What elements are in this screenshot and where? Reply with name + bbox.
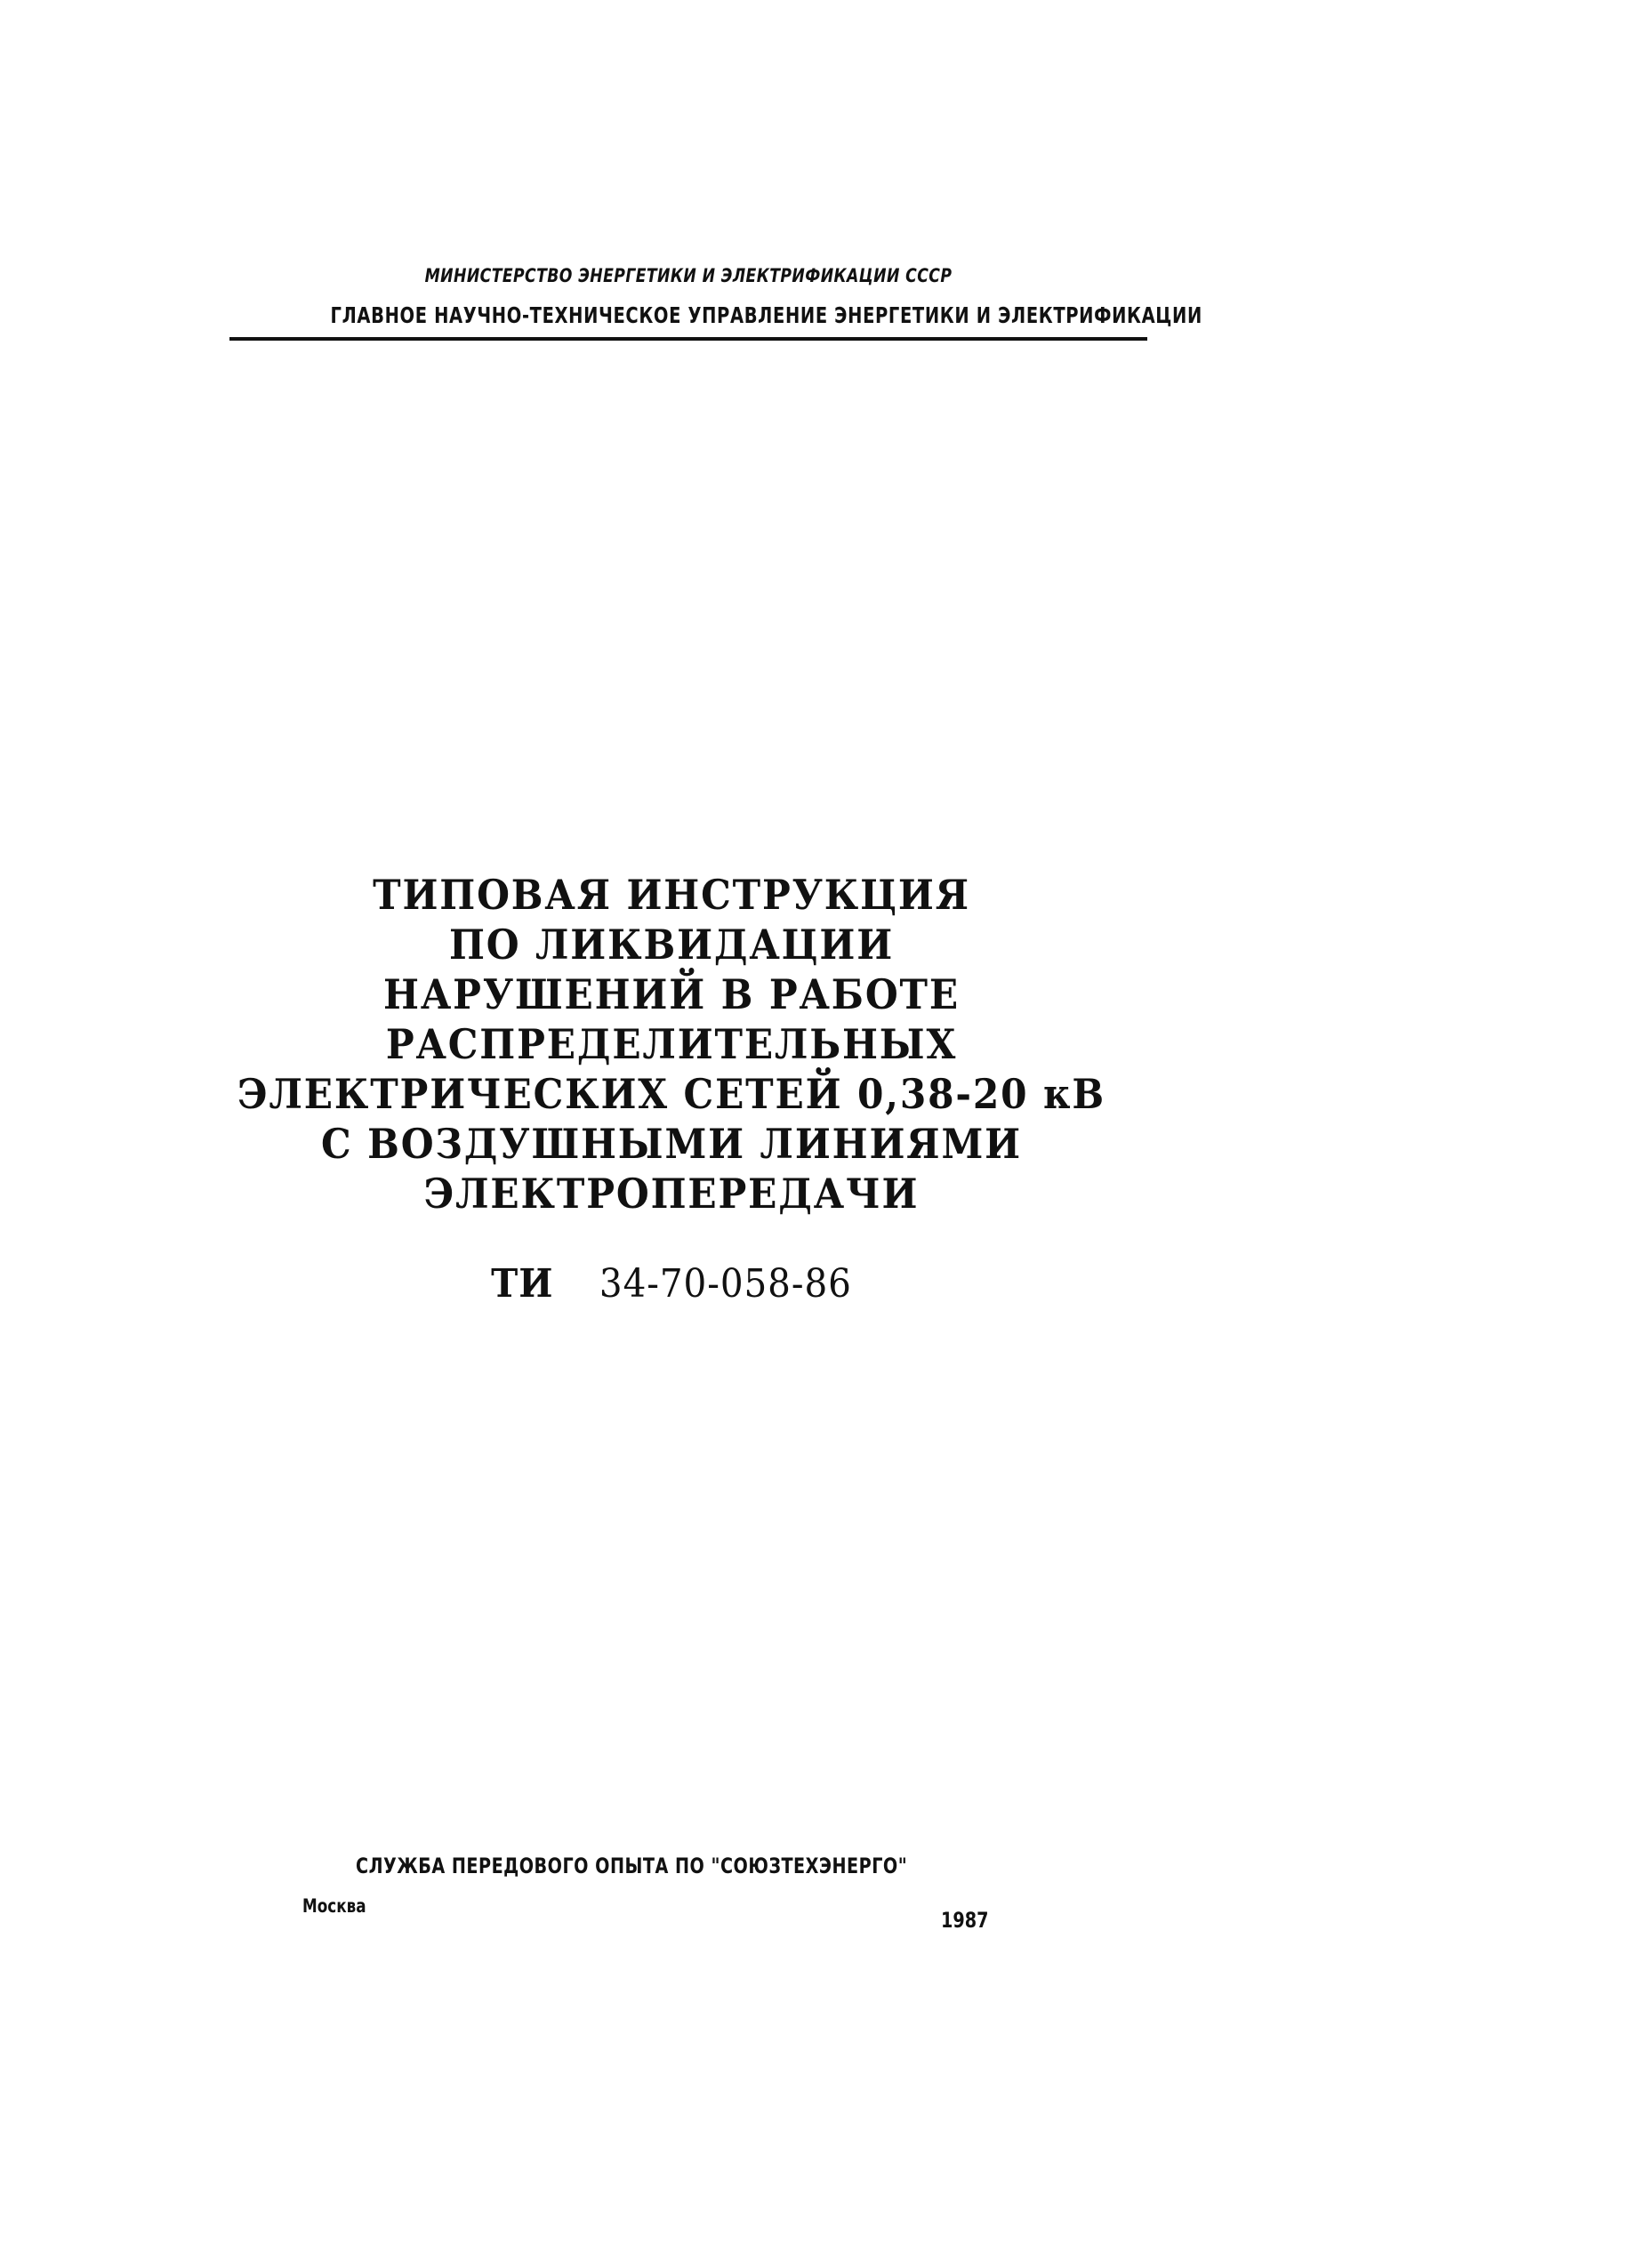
title-line: ЭЛЕКТРОПЕРЕДАЧИ: [423, 1170, 920, 1218]
document-code: [201, 1261, 1142, 1307]
document-title: [160, 870, 1183, 1307]
publisher-service: СЛУЖБА ПЕРЕДОВОГО ОПЫТА ПО "СОЮЗТЕХЭНЕРГО": [356, 1854, 908, 1878]
publication-year: 1987: [941, 1908, 989, 1933]
title-line: ТИПОВАЯ ИНСТРУКЦИЯ: [373, 871, 970, 919]
title-line: РАСПРЕДЕЛИТЕЛЬНЫХ: [385, 1020, 958, 1068]
title-line: НАРУШЕНИЙ В РАБОТЕ: [383, 970, 960, 1018]
document-code-prefix: ТИ: [491, 1261, 554, 1307]
title-line: С ВОЗДУШНЫМИ ЛИНИЯМИ: [321, 1120, 1022, 1168]
directorate-name: ГЛАВНОЕ НАУЧНО-ТЕХНИЧЕСКОЕ УПРАВЛЕНИЕ ЭНЕРГЕТИКИ И ЭЛЕКТРИФИКАЦИИ: [330, 302, 1202, 328]
header-divider: [229, 337, 1147, 341]
title-line: ПО ЛИКВИДАЦИИ: [448, 921, 895, 969]
document-code-number: 34-70-058-86: [599, 1261, 852, 1307]
ministry-name: МИНИСТЕРСТВО ЭНЕРГЕТИКИ И ЭЛЕКТРИФИКАЦИИ СССР: [424, 265, 953, 286]
publication-city: Москва: [302, 1895, 366, 1917]
title-line: ЭЛЕКТРИЧЕСКИХ СЕТЕЙ 0,38-20 кВ: [237, 1070, 1105, 1118]
header: [229, 265, 1202, 341]
